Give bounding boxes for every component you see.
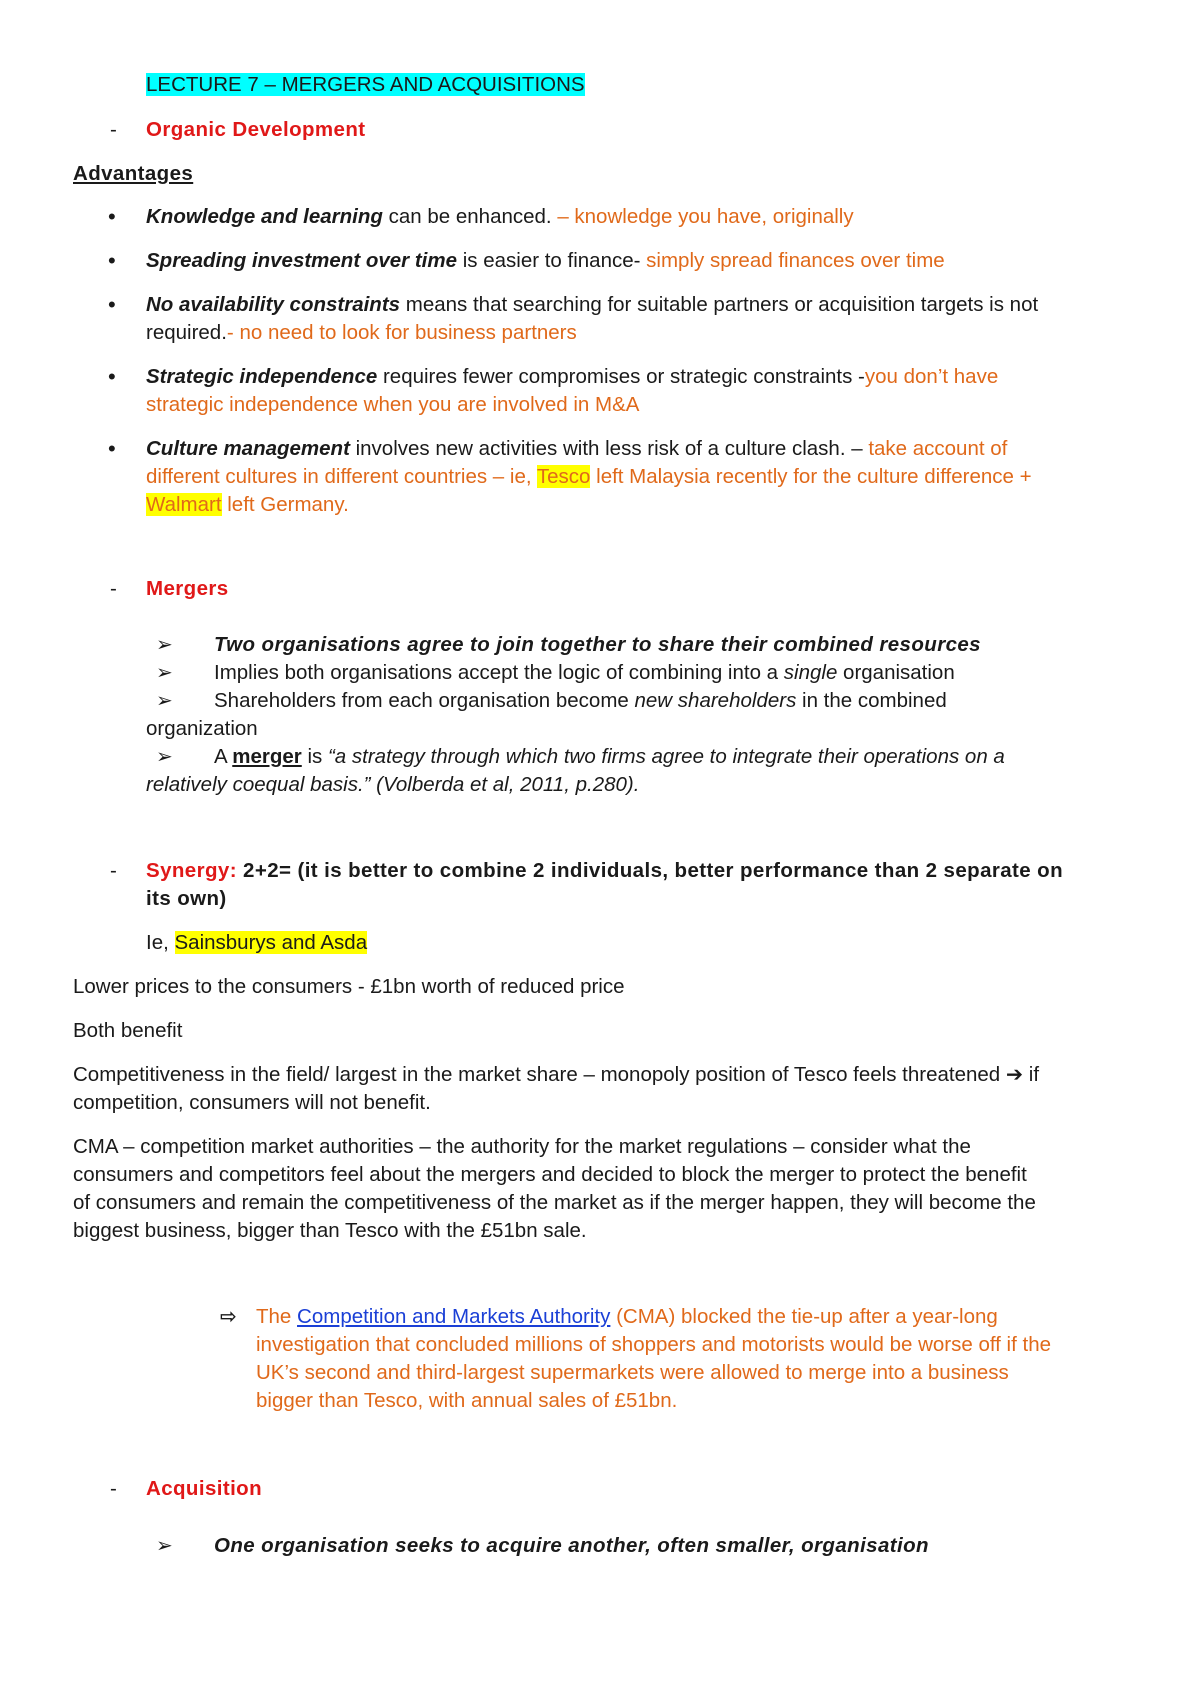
advantage-note: simply spread finances over time (646, 249, 945, 272)
arrow-bullet-icon: ➢ (156, 746, 173, 768)
organic-heading: Organic Development (146, 118, 366, 141)
merger-point (214, 659, 955, 687)
point-text: is (301, 745, 328, 768)
advantage-text: required. (146, 321, 227, 344)
advantage-item-cont (146, 319, 577, 347)
body-line: competition, consumers will not benefit. (73, 1091, 431, 1114)
bullet-icon: • (108, 248, 116, 273)
bullet-icon: • (108, 204, 116, 229)
example-prefix: Ie, (146, 931, 175, 954)
point-text: Shareholders from each organisation become (214, 689, 635, 712)
advantage-note-cont: strategic independence when you are involved in M&A (146, 393, 640, 416)
advantage-note: – knowledge you have, originally (557, 205, 854, 228)
highlight-walmart: Walmart (146, 493, 222, 516)
pointer-arrow-icon: ⇨ (220, 1306, 237, 1328)
advantage-term: Strategic independence (146, 365, 378, 388)
quote-text: The (256, 1305, 298, 1328)
synergy-line-cont: its own) (146, 887, 227, 910)
cma-paragraph-line: CMA – competition market authorities – the authority for the market regulations – consider what the (73, 1135, 971, 1158)
advantage-item (146, 203, 854, 231)
highlight-sainsburys-asda: Sainsburys and Asda (174, 931, 368, 954)
cma-paragraph-line: biggest business, bigger than Tesco with the £51bn sale. (73, 1219, 587, 1242)
advantage-text: involves new activities with less risk of a culture clash. – (349, 437, 869, 460)
advantage-term: Spreading investment over time (146, 249, 458, 272)
advantage-note: you don’t have (864, 365, 999, 388)
advantage-text: means that searching for suitable partners or acquisition targets is not (400, 293, 1039, 316)
advantage-item (146, 435, 1007, 463)
acquisition-heading: Acquisition (146, 1477, 263, 1500)
point-text: organisation (837, 661, 955, 684)
advantage-note-cont (146, 463, 1032, 491)
advantage-term: Culture management (146, 437, 350, 460)
merger-definition (214, 743, 1005, 771)
dash-marker: - (110, 859, 117, 882)
advantages-label: Advantages (73, 162, 194, 185)
right-arrow-icon: ➔ (1005, 1063, 1024, 1086)
quote-line: investigation that concluded millions of shoppers and motorists would be worse off if the (256, 1333, 1052, 1356)
synergy-line (146, 857, 1063, 885)
synergy-label: Synergy: (146, 859, 237, 882)
synergy-text: 2+2= (it is better to combine 2 individuals, better performance than 2 separate on (236, 859, 1064, 882)
quote-line: UK’s second and third-largest supermarkets were allowed to merge into a business (256, 1361, 1009, 1384)
point-text: A (214, 745, 233, 768)
acquisition-point: One organisation seeks to acquire another, often smaller, organisation (214, 1534, 929, 1557)
merger-quote: “a strategy through which two firms agree to integrate their operations on a (327, 745, 1005, 768)
quote-line: bigger than Tesco, with annual sales of £51bn. (256, 1389, 678, 1412)
point-text: Implies both organisations accept the logic of combining into a (214, 661, 784, 684)
point-text: in the combined (796, 689, 947, 712)
advantage-text: requires fewer compromises or strategic constraints - (377, 365, 865, 388)
arrow-bullet-icon: ➢ (156, 662, 173, 684)
advantage-note-cont (146, 491, 349, 519)
advantage-text: can be enhanced. (382, 205, 558, 228)
advantage-term: Knowledge and learning (146, 205, 383, 228)
bullet-icon: • (108, 364, 116, 389)
bullet-icon: • (108, 292, 116, 317)
merger-point-cont: organization (146, 717, 258, 740)
cma-link[interactable]: Competition and Markets Authority (297, 1305, 611, 1328)
synergy-example (146, 929, 367, 957)
note-text: left Germany. (221, 493, 349, 516)
point-emphasis: single (783, 661, 838, 684)
arrow-bullet-icon: ➢ (156, 634, 173, 656)
merger-point (214, 687, 947, 715)
quote-line (256, 1303, 998, 1331)
advantage-item (146, 247, 945, 275)
point-emphasis: new shareholders (634, 689, 797, 712)
cma-paragraph-line: consumers and competitors feel about the mergers and decided to block the merger to protect the benefit (73, 1163, 1027, 1186)
advantage-text: is easier to finance- (457, 249, 647, 272)
dash-marker: - (110, 577, 117, 600)
cma-paragraph-line: of consumers and remain the competitiveness of the market as if the merger happen, they will become the (73, 1191, 1036, 1214)
quote-text: (CMA) blocked the tie-up after a year-long (610, 1305, 998, 1328)
dash-marker: - (110, 1477, 117, 1500)
advantage-note: take account of (868, 437, 1008, 460)
bullet-icon: • (108, 436, 116, 461)
arrow-bullet-icon: ➢ (156, 1535, 173, 1557)
advantage-term: No availability constraints (146, 293, 401, 316)
body-text: if (1023, 1063, 1040, 1086)
mergers-heading: Mergers (146, 577, 229, 600)
body-line (73, 1061, 1039, 1089)
merger-term: merger (232, 745, 302, 768)
highlight-tesco: Tesco (536, 465, 591, 488)
body-line: Lower prices to the consumers - £1bn worth of reduced price (73, 975, 625, 998)
dash-marker: - (110, 118, 117, 141)
note-text: left Malaysia recently for the culture difference + (590, 465, 1032, 488)
body-text: Competitiveness in the field/ largest in the market share – monopoly position of Tesco feels threatened (73, 1063, 1006, 1086)
advantage-item (146, 291, 1038, 319)
body-line: Both benefit (73, 1019, 183, 1042)
page-title (146, 71, 585, 99)
note-text: different cultures in different countries – ie, (146, 465, 537, 488)
merger-point: Two organisations agree to join together to share their combined resources (214, 633, 981, 656)
merger-quote-cont: relatively coequal basis.” (Volberda et al, 2011, p.280). (146, 773, 640, 796)
advantage-item (146, 363, 998, 391)
advantage-note: - no need to look for business partners (226, 321, 577, 344)
arrow-bullet-icon: ➢ (156, 690, 173, 712)
title-text: LECTURE 7 – MERGERS AND ACQUISITIONS (146, 73, 585, 96)
